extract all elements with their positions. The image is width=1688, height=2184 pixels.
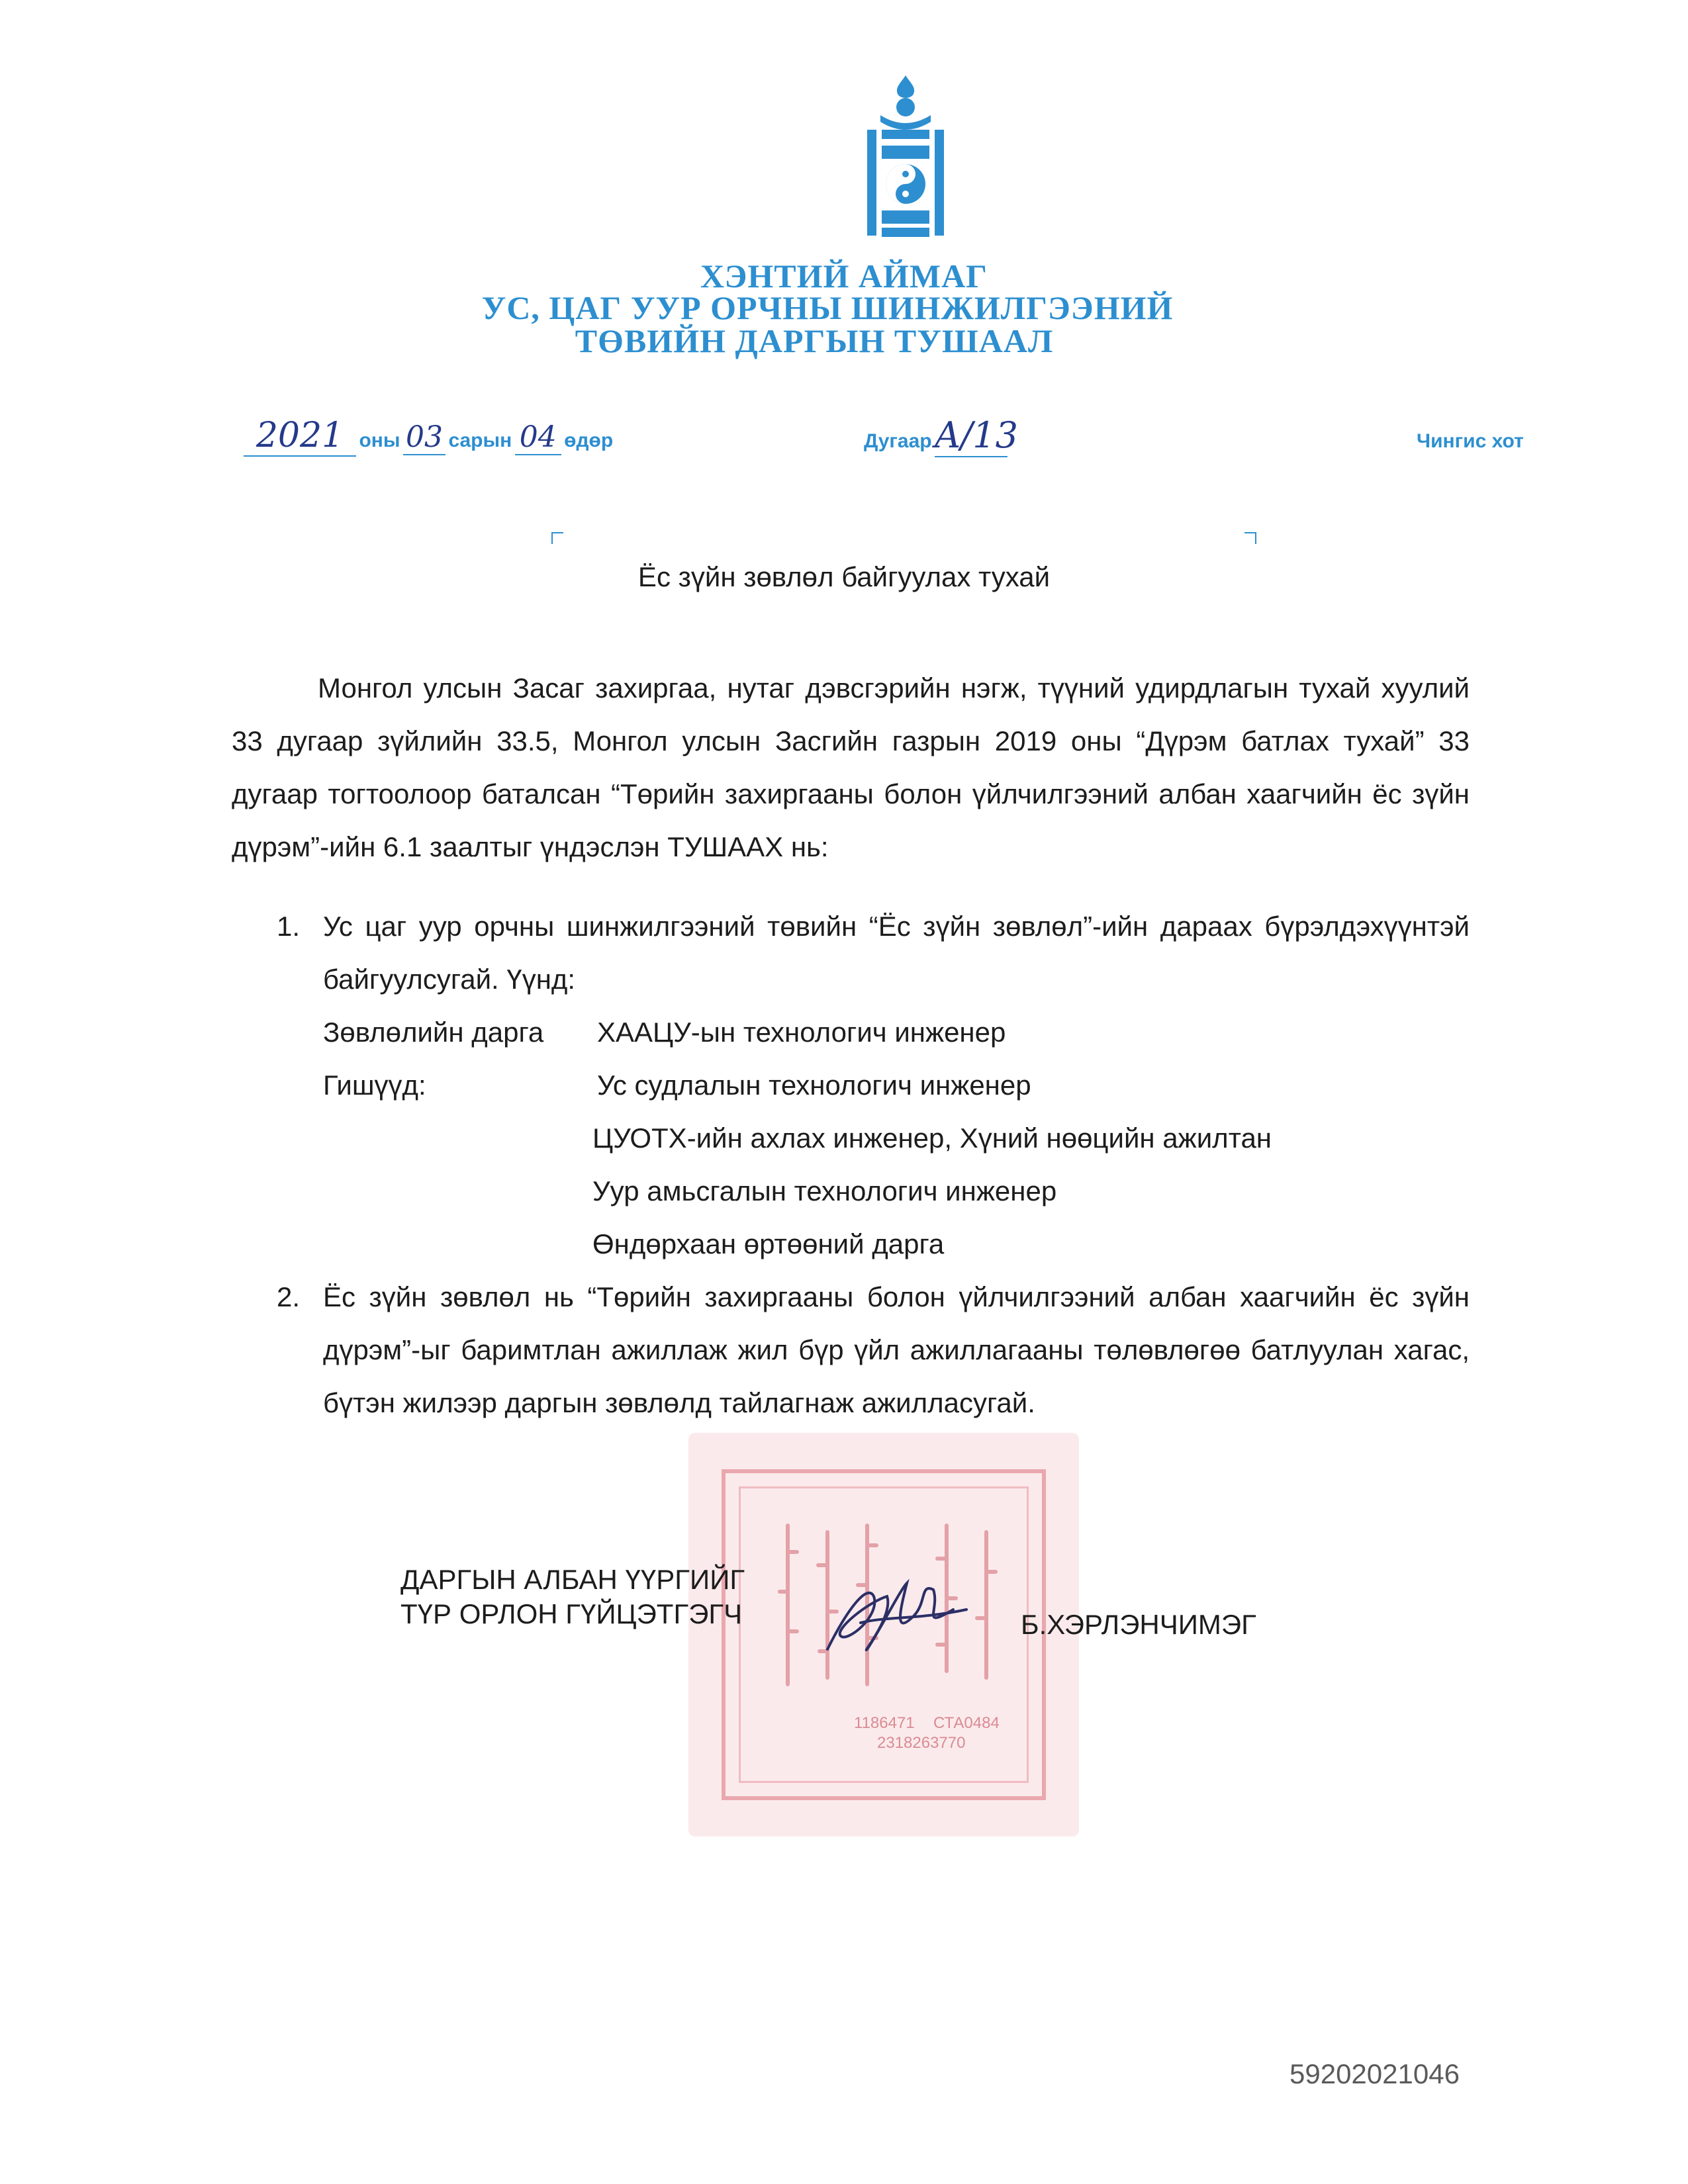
subject-corner-right bbox=[1244, 532, 1256, 544]
date-day: 04 bbox=[515, 420, 561, 455]
chair-value: ХААЦУ-ын технологич инженер bbox=[597, 1017, 1006, 1048]
header-line-1: ХЭНТИЙ АЙМАГ bbox=[700, 257, 988, 295]
date-month: 03 bbox=[403, 420, 445, 455]
soyombo-emblem-icon bbox=[854, 74, 957, 244]
document-number: 59202021046 bbox=[1289, 2058, 1460, 2089]
handwritten-signature-icon bbox=[821, 1570, 973, 1669]
subject-corner-left bbox=[551, 532, 563, 544]
date-year-label: оны bbox=[359, 430, 400, 451]
city-label: Чингис хот bbox=[1417, 430, 1524, 452]
signatory-title-line-1: ДАРГЫН АЛБАН ҮҮРГИЙГ bbox=[400, 1564, 745, 1595]
order-number: A/13 bbox=[935, 414, 1018, 456]
signatory-name: Б.ХЭРЛЭНЧИМЭГ bbox=[1021, 1609, 1256, 1640]
signatory-title-line-2: ТҮР ОРЛОН ГҮЙЦЭТГЭГЧ bbox=[400, 1598, 743, 1629]
date-day-label: өдөр bbox=[564, 430, 614, 451]
item1-number: 1. bbox=[277, 911, 301, 942]
stamp-code-3: 2318263770 bbox=[877, 1734, 966, 1752]
header-line-2: УС, ЦАГ УУР ОРЧНЫ ШИНЖИЛГЭЭНИЙ bbox=[481, 289, 1174, 326]
stamp-code-2: СТА0484 bbox=[933, 1714, 1000, 1732]
item2-text: Ёс зүйн зөвлөл нь “Төрийн захиргааны болон үйлчилгээний албан хаагчийн ёс зүйн дүрэм”-ыг баримтлан ажиллаж жил бүр үйл ажиллагааны төлөвлөгөө батлуулан хагас, бүтэн жилээр даргын зөвлөлд тайлагнаж ажилласугай. bbox=[323, 1281, 1470, 1418]
item2-number: 2. bbox=[277, 1281, 301, 1312]
members-label: Гишүүд: bbox=[323, 1069, 426, 1101]
date-month-label: сарын bbox=[448, 430, 512, 451]
member-item: Ус судлалын технологич инженер bbox=[597, 1069, 1031, 1101]
preamble-paragraph: Монгол улсын Засаг захиргаа, нутаг дэвсгэрийн нэгж, түүний удирдлагын тухай хуулий 33 дугаар зүйлийн 33.5, Монгол улсын Засгийн газрын 2019 оны “Дүрэм батлах тухай” 33 дугаар тогтоолоор баталсан “Төрийн захиргааны болон үйлчилгээний албан хаагчийн ёс зүйн дүрэм”-ийн 6.1 заалтыг үндэслэн ТУШААХ нь: bbox=[232, 672, 1470, 862]
order-number-label: Дугаар bbox=[864, 430, 932, 452]
chair-label: Зөвлөлийн дарга bbox=[323, 1017, 544, 1048]
member-item: Уур амьсгалын технологич инженер bbox=[592, 1175, 1057, 1206]
stamp-code-1: 1186471 bbox=[854, 1714, 915, 1732]
member-item: ЦУОТХ-ийн ахлах инженер, Хүний нөөцийн ажилтан bbox=[592, 1122, 1272, 1154]
subject-title: Ёс зүйн зөвлөл байгуулах тухай bbox=[637, 561, 1051, 592]
header-line-3: ТӨВИЙН ДАРГЫН ТУШААЛ bbox=[575, 322, 1054, 359]
item1-text: Ус цаг уур орчны шинжилгээний төвийн “Ёс зүйн зөвлөл”-ийн дараах бүрэлдэхүүнтэй байгуулсугай. Үүнд: bbox=[323, 911, 1470, 995]
date-field bbox=[244, 416, 613, 457]
member-item: Өндөрхаан өртөөний дарга bbox=[592, 1228, 945, 1259]
order-number-field bbox=[864, 414, 1018, 457]
date-year: 2021 bbox=[244, 416, 356, 457]
